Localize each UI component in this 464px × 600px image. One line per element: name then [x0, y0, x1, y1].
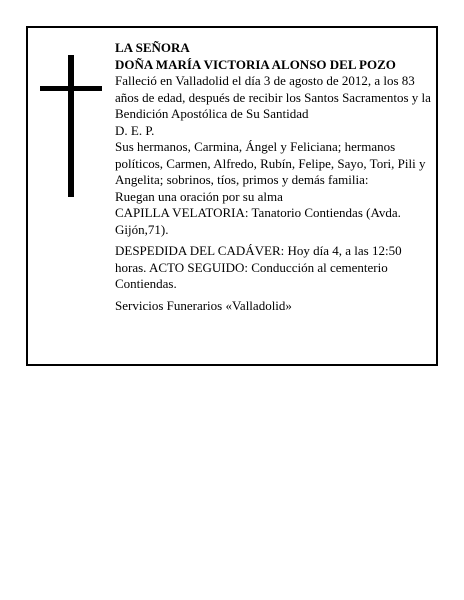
obituary-notice	[26, 26, 438, 366]
prayer-text: Ruegan una oración por su alma	[115, 188, 283, 204]
deceased-name: DOÑA MARÍA VICTORIA ALONSO DEL POZO	[115, 56, 396, 72]
notice-text	[115, 40, 433, 314]
death-statement: Falleció en Valladolid el día 3 de agosto de 2012, a los 83 años de edad, después de recibir los Santos Sacramentos y la Bendición Apostólica de Su Santidad	[115, 73, 431, 121]
funeral-services: Servicios Funerarios «Valladolid»	[115, 297, 292, 313]
chapel-text: CAPILLA VELATORIA: Tanatorio Contiendas (Avda. Gijón,71).	[115, 205, 401, 237]
cross-horizontal-bar	[40, 86, 102, 91]
family-text: Sus hermanos, Carmina, Ángel y Feliciana; hermanos políticos, Carmen, Alfredo, Rubín, Felipe, Sayo, Tori, Pili y Angelita; sobrinos, tíos, primos y demás familia:	[115, 139, 426, 187]
cross-icon	[40, 55, 102, 197]
notice-title: LA SEÑORA	[115, 40, 190, 55]
farewell-text: DESPEDIDA DEL CADÁVER: Hoy día 4, a las 12:50 horas. ACTO SEGUIDO: Conducción al cementerio Contiendas.	[115, 243, 402, 291]
cross-vertical-bar	[68, 55, 74, 197]
dep-text: D. E. P.	[115, 122, 155, 138]
